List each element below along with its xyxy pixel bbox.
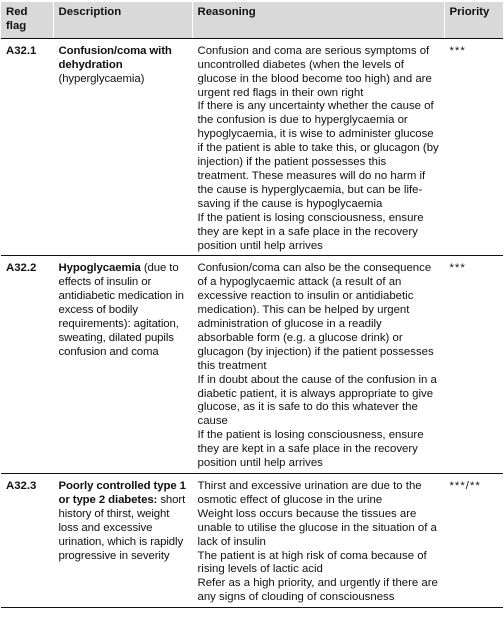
red-flag-table — [1, 2, 503, 608]
priority-rating: *** — [444, 256, 503, 474]
header-red-flag: Red flag — [1, 2, 53, 38]
reasoning-paragraph: If the patient is losing consciousness, ensure they are kept in a safe place in the recovery position until help arrives — [197, 211, 424, 252]
reasoning-paragraph: If in doubt about the cause of the confusion in a diabetic patient, it is always appropriate to give glucose, as it is safe to do this whatever the cause — [197, 373, 437, 428]
condition-title: Poorly controlled type 1 or type 2 diabetes: — [58, 480, 186, 506]
reasoning-paragraph: If there is any uncertainty whether the cause of the confusion is due to hyperglycaemia or hypoglycaemia, it is wise to administer glucose if the patient is able to take this, or glucagon (by injection) if the patient possesses this treatment. These measures will do no harm if the cause is hyperglycaemia, but can be life-saving if the cause is hypoglycaemia — [197, 100, 439, 210]
reasoning-paragraph: Thirst and excessive urination are due to the osmotic effect of glucose in the urine — [197, 480, 422, 506]
header-reasoning: Reasoning — [192, 2, 444, 38]
reasoning-cell — [192, 474, 444, 608]
description-cell — [53, 38, 192, 256]
table-row — [1, 38, 503, 256]
table-row — [1, 256, 503, 474]
condition-detail: (due to effects of insulin or antidiabetic medication in excess of bodily requirements): agitation, sweating, dilated pupils confusion and coma — [58, 262, 184, 358]
reasoning-paragraph: The patient is at high risk of coma because of rising levels of lactic acid — [197, 549, 427, 576]
header-description: Description — [53, 2, 192, 38]
red-flag-code: A32.3 — [1, 474, 53, 608]
description-cell — [53, 256, 192, 474]
reasoning-paragraph: Confusion and coma are serious symptoms of uncontrolled diabetes (when the levels of glucose in the blood become too high) and are urgent red flags in their own right — [197, 44, 432, 99]
reasoning-paragraph: Weight loss occurs because the tissues are unable to utilise the glucose in the situation of a lack of insulin — [197, 507, 437, 548]
condition-detail: (hyperglycaemia) — [58, 72, 145, 85]
table-row — [1, 474, 503, 608]
table-header-row — [1, 2, 503, 38]
condition-title: Confusion/coma with dehydration — [58, 44, 172, 71]
reasoning-cell — [192, 256, 444, 474]
reasoning-cell — [192, 38, 444, 256]
description-cell — [53, 474, 192, 608]
condition-title: Hypoglycaemia — [58, 262, 141, 275]
reasoning-paragraph: Confusion/coma can also be the consequence of a hypoglycaemic attack (a result of an excessive reaction to insulin or antidiabetic medication). This can be helped by urgent administration of glucose in a readily absorbable form (e.g. a glucose drink) or glucagon (by injection) if the patient possesses this treatment — [197, 262, 434, 372]
red-flag-code: A32.1 — [1, 38, 53, 256]
reasoning-paragraph: If the patient is losing consciousness, ensure they are kept in a safe place in the recovery position until help arrives — [197, 429, 424, 470]
header-priority: Priority — [444, 2, 503, 38]
priority-rating: *** — [444, 38, 503, 256]
reasoning-paragraph: Refer as a high priority, and urgently if there are any signs of clouding of consciousness — [197, 577, 438, 604]
condition-detail: short history of thirst, weight loss and excessive urination, which is rapidly progressive in severity — [58, 493, 186, 562]
red-flag-code: A32.2 — [1, 256, 53, 474]
priority-rating: ***/** — [444, 474, 503, 608]
